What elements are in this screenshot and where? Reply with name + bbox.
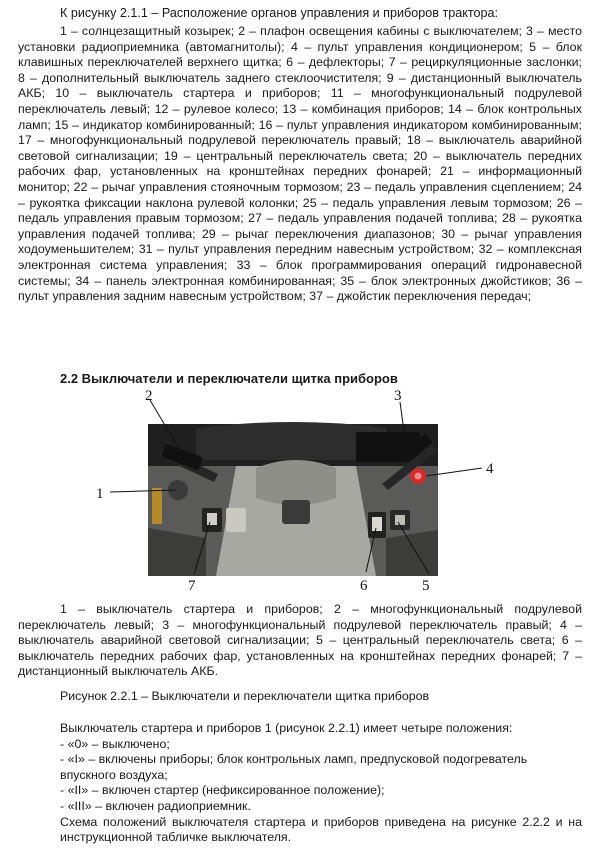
callout-1: 1 [96,486,104,502]
callout-7: 7 [188,578,196,594]
callout-4: 4 [486,461,494,477]
ignition-intro: Выключатель стартера и приборов 1 (рисунок 2.2.1) имеет четыре положения: [60,721,513,735]
position-2: - «II» – включен стартер (нефиксированное положение); [60,783,385,798]
components-list: 1 – солнцезащитный козырек; 2 – плафон освещения кабины с выключателем; 3 – место установки радиоприемника (автомагнитолы); 4 – пульт управления кондиционером; 5 – блок клавишных переключателей верхнего щитка; 6 – дефлекторы; 7 – рециркуляционные заслонки; 8 – дополнительный выключатель заднего стеклоочистителя; 9 – дистанционный выключатель АКБ; 10 – выключатель стартера и приборов; 11 – многофункциональный подрулевой переключатель левый; 12 – рулевое колесо; 13 – комбинация приборов; 14 – блок контрольных ламп; 15 – индикатор комбинированный; 16 – пульт управления индикатором комбинированным; 17 – многофункциональный подрулевой переключатель правый; 18 – выключатель аварийной световой сигнализации; 19 – центральный переключатель света; 20 – выключатель передних рабочих фар, установленных на кронштейнах передних фонарей; 21 – информационный монитор; 22 – рычаг управления стояночным тормозом; 23 – педаль управления сцеплением; 24 – рукоятка фиксации наклона рулевой колонки; 25 – педаль управления левым тормозом; 26 – педаль управления правым тормозом; 27 – педаль управления подачей топлива; 28 – рукоятка управления подачей топлива; 29 – рычаг переключения диапазонов; 30 – рычаг управления ходоуменьшителем; 31 – пульт управления передним навесным устройством; 32 – комплексная электронная система управления; 33 – блок программирования операций гидронавесной системы; 34 – панель электронная комбинированная; 35 – блок электронных джойстиков; 36 – пульт управления задним навесным устройством; 37 – джойстик переключения передач; [18,24,582,304]
callout-5: 5 [422,578,430,594]
callout-6: 6 [360,578,368,594]
intro-heading: К рисунку 2.1.1 – Расположение органов управления и приборов трактора: [60,6,499,20]
position-0: - «0» – выключено; [60,736,170,751]
figure-caption: Рисунок 2.2.1 – Выключатели и переключатели щитка приборов [60,689,430,703]
figure-legend: 1 – выключатель стартера и приборов; 2 – многофункциональный подрулевой переключатель левый; 3 – многофункциональный подрулевой переключатель правый; 4 – выключатель аварийной световой сигнализации; 5 – центральный переключатель света; 6 – выключатель передних рабочих фар, установленных на кронштейнах передних фонарей; 7 – дистанционный выключатель АКБ. [18,602,582,679]
position-3: - «III» – включен радиоприемник. [60,798,251,813]
callout-2: 2 [145,388,153,404]
section-title: 2.2 Выключатели и переключатели щитка приборов [60,371,398,386]
position-1: - «I» – включены приборы; блок контрольных ламп, предпусковой подогреватель впускного воздуха; [60,752,528,782]
ignition-description [18,721,582,846]
dashboard-photo [86,388,506,598]
ignition-closing: Схема положений выключателя стартера и приборов приведена на рисунке 2.2.2 и на инструкционной табличке выключателя. [60,814,582,845]
callout-3: 3 [394,388,402,404]
dashboard-photo-illustration [86,388,506,598]
